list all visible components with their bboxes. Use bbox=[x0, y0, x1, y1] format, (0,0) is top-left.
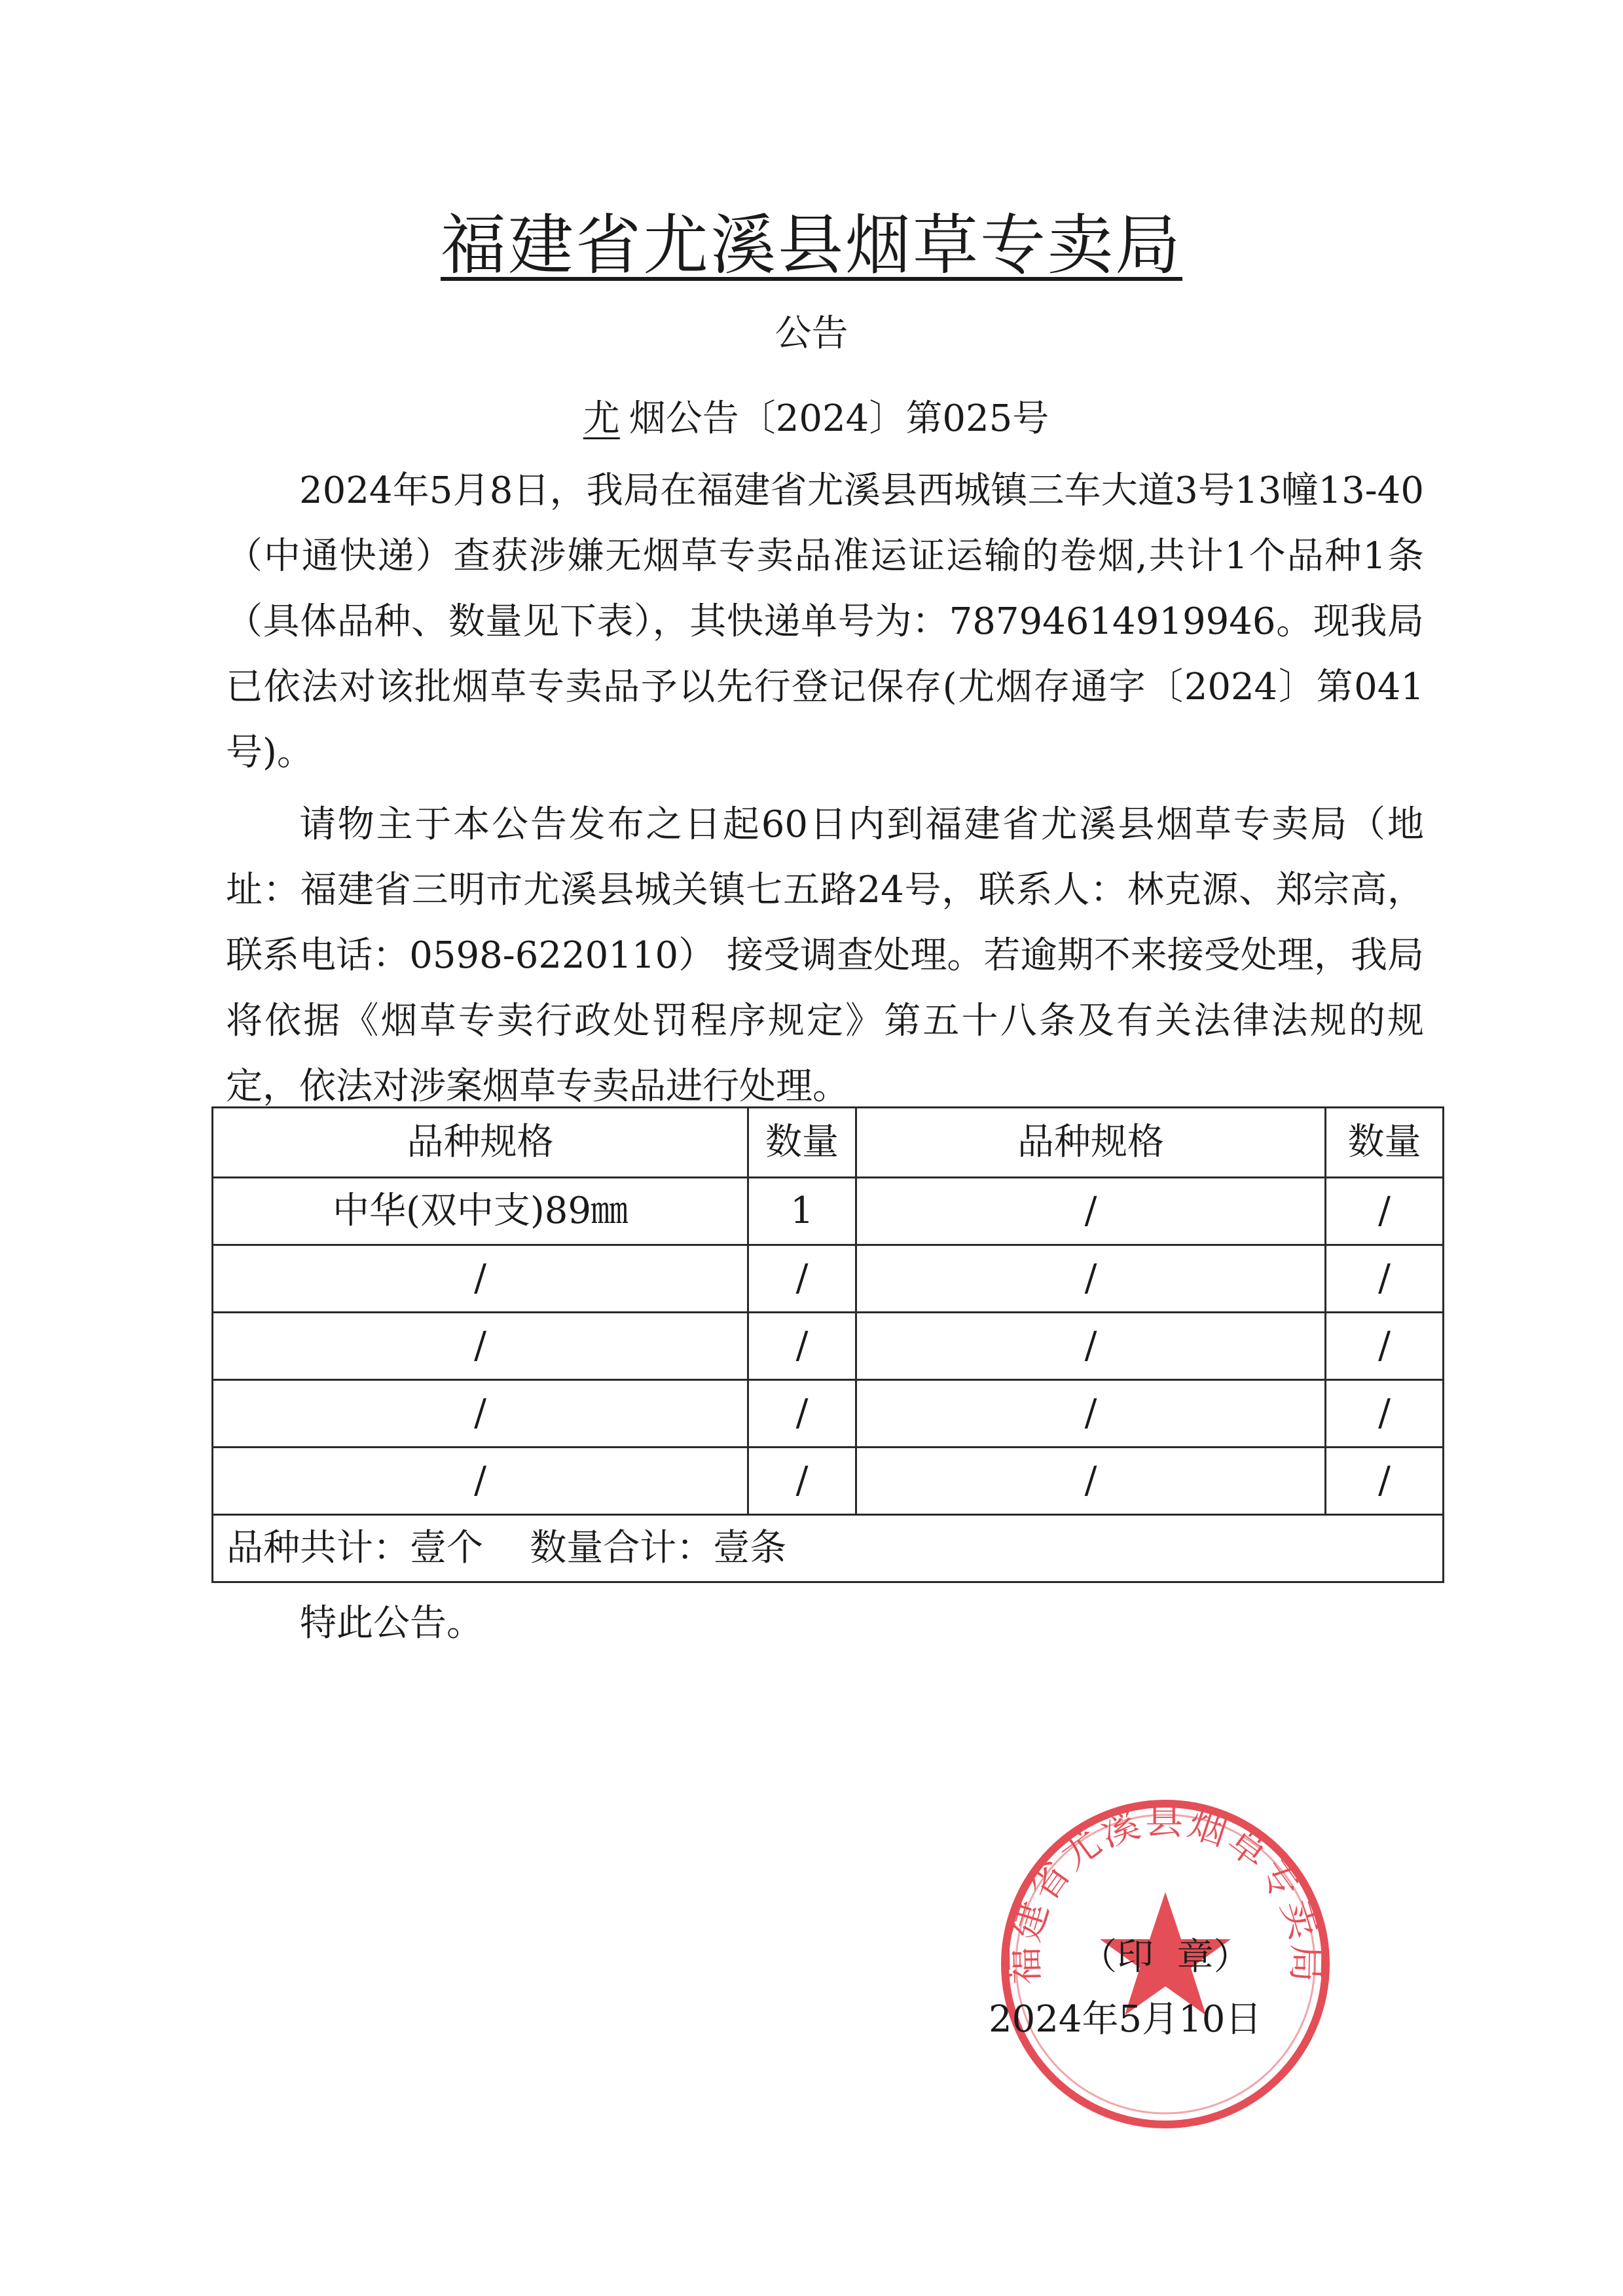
table-cell: / bbox=[213, 1448, 748, 1515]
seal-ring-text: 福建省尤溪县烟草专卖局 bbox=[1002, 1798, 1329, 1986]
table-row bbox=[213, 1178, 1444, 1245]
table-row bbox=[213, 1313, 1444, 1380]
table-header-cell: 品种规格 bbox=[213, 1108, 748, 1178]
issue-date: 2024年5月10日 bbox=[989, 1998, 1262, 2041]
table-cell: / bbox=[748, 1448, 856, 1515]
table-cell: / bbox=[748, 1380, 856, 1448]
closing-text: 特此公告。 bbox=[300, 1602, 483, 1645]
table-cell: / bbox=[856, 1313, 1326, 1380]
table-header-cell: 品种规格 bbox=[856, 1108, 1326, 1178]
table-cell: / bbox=[856, 1245, 1326, 1313]
table-header-cell: 数量 bbox=[1326, 1108, 1444, 1178]
table-cell: / bbox=[1326, 1380, 1444, 1448]
table-header-cell: 数量 bbox=[748, 1108, 856, 1178]
table-footer-row bbox=[213, 1515, 1444, 1582]
document-title-text: 福建省尤溪县烟草专卖局 bbox=[441, 207, 1182, 283]
table-footer-cell: 品种共计：壹个 数量合计：壹条 bbox=[213, 1515, 1444, 1582]
table-cell: / bbox=[748, 1313, 856, 1380]
document-number-rest: 烟公告〔2024〕第025号 bbox=[629, 397, 1049, 440]
document-title bbox=[0, 200, 1623, 291]
table-cell: / bbox=[748, 1245, 856, 1313]
table-cell: / bbox=[856, 1178, 1326, 1245]
table-cell: / bbox=[1326, 1245, 1444, 1313]
table-header-row bbox=[213, 1108, 1444, 1178]
table-row bbox=[213, 1448, 1444, 1515]
table-cell: / bbox=[213, 1380, 748, 1448]
table-cell: 中华(双中支)89㎜ bbox=[213, 1178, 748, 1245]
document-number bbox=[0, 393, 1623, 445]
table-cell: / bbox=[1326, 1313, 1444, 1380]
table-cell: / bbox=[856, 1380, 1326, 1448]
table-cell: / bbox=[213, 1313, 748, 1380]
table-row bbox=[213, 1380, 1444, 1448]
body-paragraph-2: 请物主于本公告发布之日起60日内到福建省尤溪县烟草专卖局（地址：福建省三明市尤溪县城关镇七五路24号，联系人：林克源、郑宗高，联系电话：0598-6220110） 接受调查处理。若逾期不来接受处理，我局将依据《烟草专卖行政处罚程序规定》第五十八条及有关法律法规的规定，依法对涉案烟草专卖品进行处理。 bbox=[226, 803, 1424, 1108]
table-row bbox=[213, 1245, 1444, 1313]
seal-label: （印 章） bbox=[1080, 1936, 1250, 1978]
table-cell: 1 bbox=[748, 1178, 856, 1245]
document-number-prefix: 尤 bbox=[583, 397, 620, 440]
body-paragraph-1: 2024年5月8日，我局在福建省尤溪县西城镇三车大道3号13幢13-40（中通快递）查获涉嫌无烟草专卖品准运证运输的卷烟,共计1个品种1条（具体品种、数量见下表），其快递单号为：78794614919946。现我局已依法对该批烟草专卖品予以先行登记保存(尤烟存通字〔2024〕第041号)。 bbox=[226, 469, 1424, 774]
items-table bbox=[211, 1106, 1444, 1583]
document-subtitle: 公告 bbox=[775, 312, 848, 355]
table-cell: / bbox=[1326, 1178, 1444, 1245]
table-cell: / bbox=[856, 1448, 1326, 1515]
table-cell: / bbox=[213, 1245, 748, 1313]
table-cell: / bbox=[1326, 1448, 1444, 1515]
